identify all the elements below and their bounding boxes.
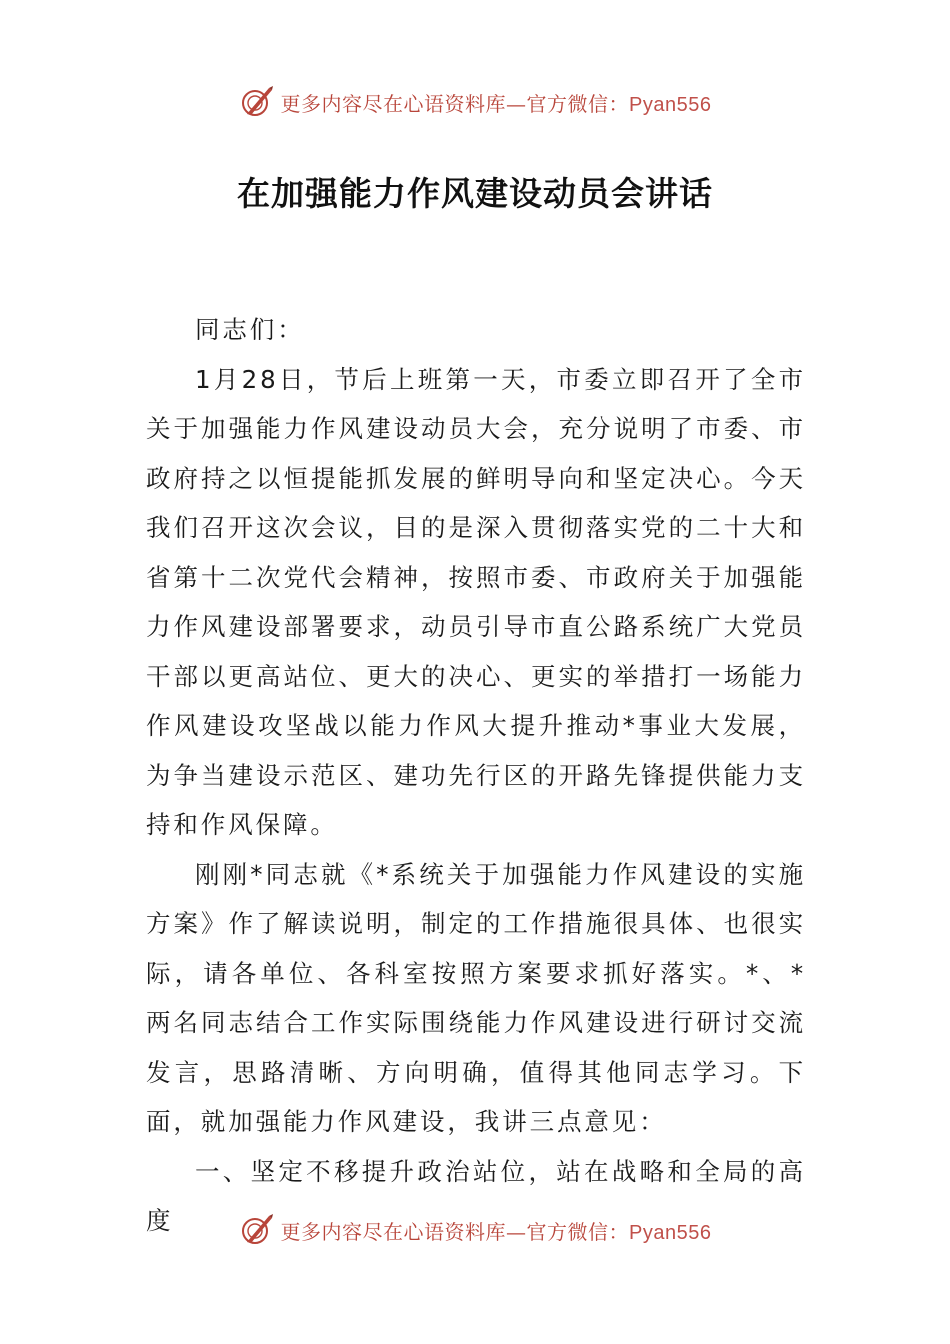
document-body [146,305,806,1246]
watermark-wechat-id: Pyan556 [629,1221,712,1244]
quill-pen-circle-icon [239,84,275,120]
footer-watermark [0,1210,950,1250]
watermark-separator: — [506,1219,527,1244]
salutation: 同志们： [195,315,305,344]
watermark-text [281,88,712,117]
watermark-wechat-id: Pyan556 [629,93,712,116]
quill-pen-circle-icon [239,1212,275,1248]
watermark-separator: — [506,91,527,116]
paragraph: 刚刚*同志就《*系统关于加强能力作风建设的实施方案》作了解读说明，制定的工作措施很具体、也很实际，请各单位、各科室按照方案要求抓好落实。*、*两名同志结合工作实际围绕能力作风建设进行研讨交流发言，思路清晰、方向明确，值得其他同志学习。下面，就加强能力作风建设，我讲三点意见： [146,859,806,1136]
header-watermark [0,82,950,122]
watermark-site: 更多内容尽在心语资料库 [280,91,507,116]
paragraph: 1月28日，节后上班第一天，市委立即召开了全市关于加强能力作风建设动员大会，充分说明了市委、市政府持之以恒提能抓发展的鲜明导向和坚定决心。今天我们召开这次会议，目的是深入贯彻落实党的二十大和省第十二次党代会精神，按照市委、市政府关于加强能力作风建设部署要求，动员引导市直公路系统广大党员干部以更高站位、更大的决心、更实的举措打一场能力作风建设攻坚战以能力作风大提升推动*事业大发展，为争当建设示范区、建功先行区的开路先锋提供能力支持和作风保障。 [146,364,806,839]
watermark-wechat-label: 官方微信： [526,91,630,116]
document-title: 在加强能力作风建设动员会讲话 [237,174,713,213]
watermark-site: 更多内容尽在心语资料库 [280,1219,507,1244]
watermark-text [281,1216,712,1245]
section-heading: 一、坚定不移提升政治站位，站在战略和全局的高度 [146,1156,806,1235]
watermark-wechat-label: 官方微信： [526,1219,630,1244]
